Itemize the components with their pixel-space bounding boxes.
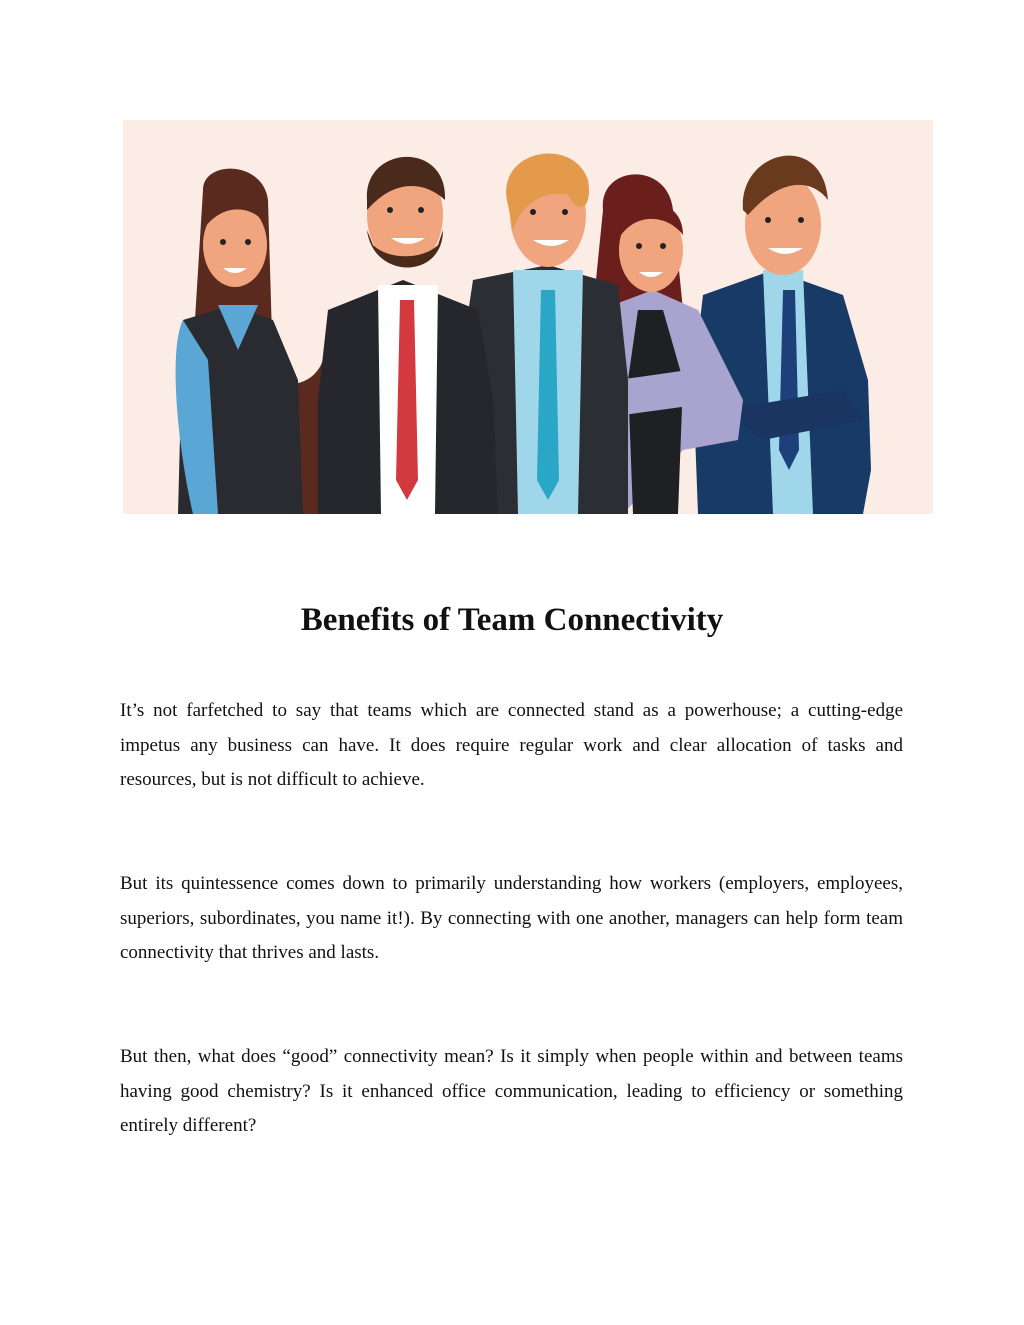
paragraph-1: It’s not farfetched to say that teams which are connected stand as a powerhouse; a cutting-edge impetus any business can have. It does require regular work and clear allocation of tasks and resources, but is not difficult to achieve. <box>120 700 903 791</box>
paragraph-3: But then, what does “good” connectivity mean? Is it simply when people within and between teams having good chemistry? Is it enhanced office communication, leading to efficiency or something entirely different? <box>120 1046 903 1137</box>
hero-illustration <box>123 120 933 514</box>
page-title: Benefits of Team Connectivity <box>300 602 724 638</box>
paragraph-2: But its quintessence comes down to primarily understanding how workers (employers, employees, superiors, subordinates, you name it!). By connecting with one another, managers can help form team connectivity that thrives and lasts. <box>120 873 903 964</box>
